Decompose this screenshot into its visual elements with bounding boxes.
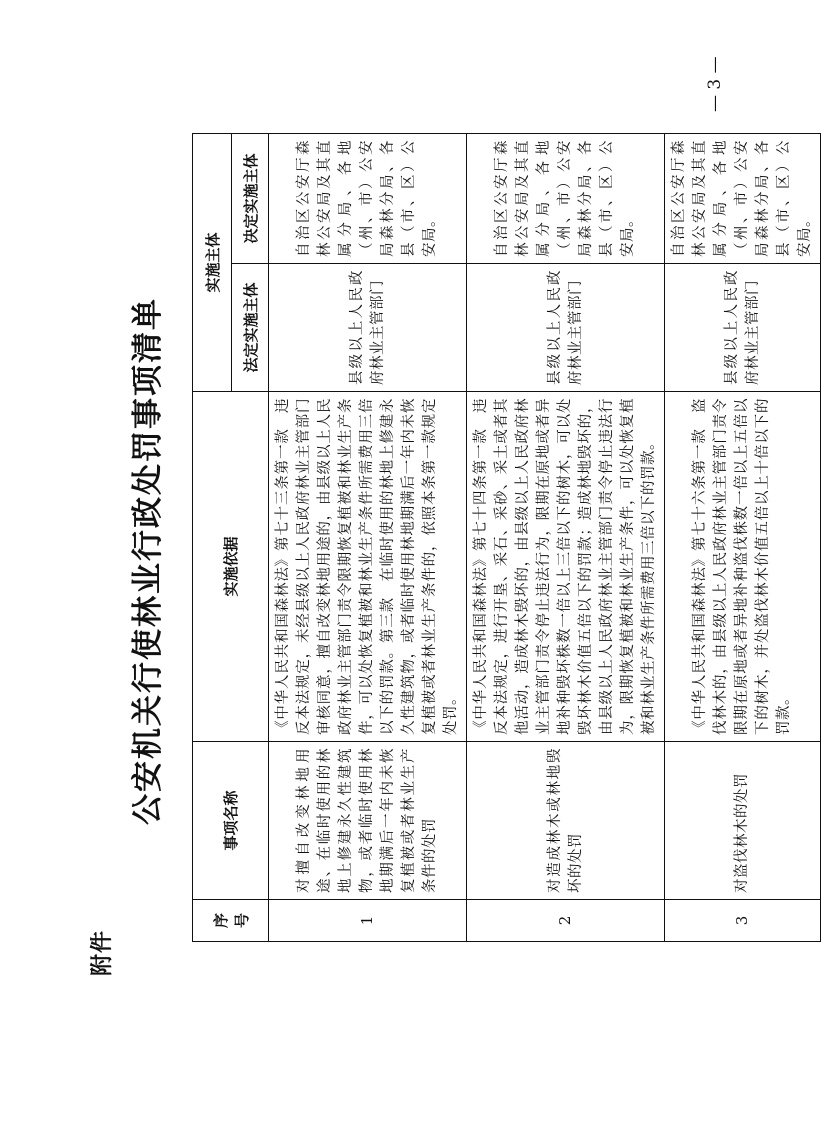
table-row [467,133,665,941]
penalty-items-table [192,133,821,942]
row-decision-subject: 自治区公安厅森林公安局及其直属分局、各地（州、市）公安局森林分局、各县（市、区）公安局。 [665,133,821,263]
header-subject: 实施主体 [193,133,232,391]
row-basis: 《中华人民共和国森林法》第七十三条第一款 违反本法规定，未经县级以上人民政府林业主管部门审核同意，擅自改变林地用途的，由县级以上人民政府林业主管部门责令限期恢复植被和林业生产条件，可以处恢复植被和林业生产条件所需费用三倍以下的罚款。第三款 在临时使用的林地上修建永久性建筑物，或者临时使用林地期满后一年内未恢复植被或者林业生产条件的，依照本条第一款规定处罚。 [269,392,467,742]
row-item-name: 对擅自改变林地用途、在临时使用的林地上修建永久性建筑物，或者临时使用林地期满后一年内未恢复植被或者林业生产条件的处罚 [269,742,467,900]
row-decision-subject: 自治区公安厅森林公安局及其直属分局、各地（州、市）公安局森林分局、各县（市、区）公安局。 [467,133,665,263]
page-number: — 3 — [705,56,725,112]
row-seq: 3 [665,900,821,942]
attachment-label: 附件 [90,929,115,976]
row-legal-subject: 县级以上人民政府林业主管部门 [665,264,821,392]
header-seq: 序号 [193,900,269,942]
page-title: 公安机关行使林业行政处罚事项清单 [130,297,166,825]
row-legal-subject: 县级以上人民政府林业主管部门 [269,264,467,392]
table-row [269,133,467,941]
row-seq: 2 [467,900,665,942]
row-item-name: 对造成林木或林地毁坏的处罚 [467,742,665,900]
row-basis: 《中华人民共和国森林法》第七十六条第一款 盗伐林木的，由县级以上人民政府林业主管部门责令限期在原地或者异地补种盗伐株数一倍以上五倍以下的树木，并处盗伐林木价值五倍以上十倍以下的罚款。 [665,392,821,742]
row-decision-subject: 自治区公安厅森林公安局及其直属分局、各地（州、市）公安局森林分局、各县（市、区）公安局。 [269,133,467,263]
row-item-name: 对盗伐林木的处罚 [665,742,821,900]
row-legal-subject: 县级以上人民政府林业主管部门 [467,264,665,392]
header-item-name: 事项名称 [193,742,269,900]
table-row [665,133,821,941]
row-basis: 《中华人民共和国森林法》第七十四条第一款 违反本法规定，进行开垦、采石、采砂、采土或者其他活动，造成林木毁坏的，由县级以上人民政府林业主管部门责令停止违法行为，限期在原地或者异地补种毁坏株数一倍以上三倍以下的树木，可以处毁坏林木价值五倍以下的罚款；造成林地毁坏的，由县级以上人民政府林业主管部门责令停止违法行为，限期恢复植被和林业生产条件，可以处恢复植被和林业生产条件所需费用三倍以下的罚款。 [467,392,665,742]
header-decision-subject: 决定实施主体 [232,133,269,263]
header-basis: 实施依据 [193,392,269,742]
row-seq: 1 [269,900,467,942]
header-legal-subject: 法定实施主体 [232,264,269,392]
table-header-row [193,133,232,941]
